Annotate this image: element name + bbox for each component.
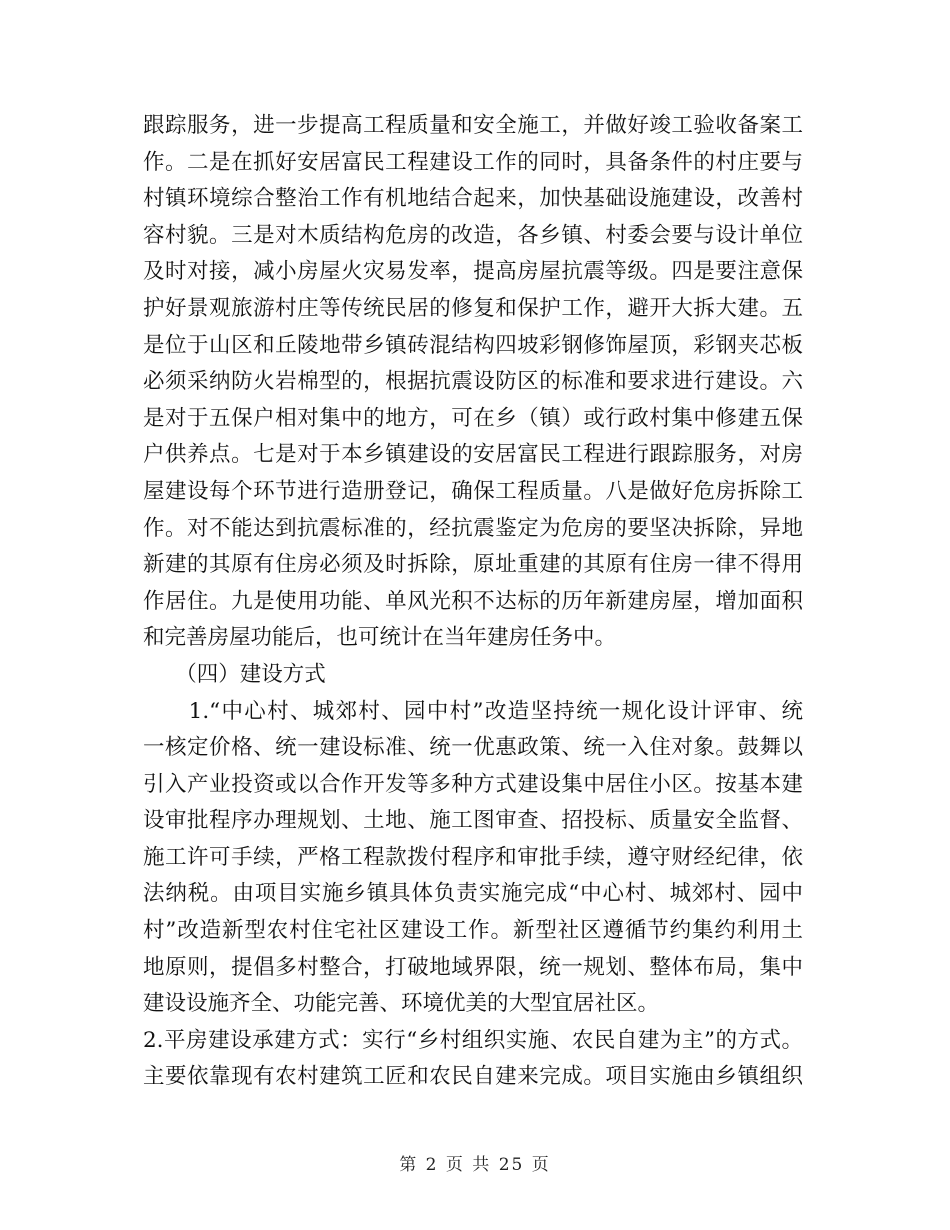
text-line: 施工许可手续，严格工程款拨付程序和审批手续，遵守财经纪律，依 [143,844,803,870]
page-number-footer: 第 2 页 共 25 页 [399,1155,551,1175]
text-line: 村”改造新型农村住宅社区建设工作。新型社区遵循节约集约利用土 [143,918,803,944]
text-line: 护好景观旅游村庄等传统民居的修复和保护工作，避开大拆大建。五 [143,295,803,321]
text-line: 一核定价格、统一建设标准、统一优惠政策、统一入住对象。鼓舞以 [143,735,803,761]
text-line: 建设设施齐全、功能完善、环境优美的大型宜居社区。 [143,991,660,1017]
text-line: 法纳税。由项目实施乡镇具体负责实施完成“中心村、城郊村、园中 [143,881,803,907]
text-line: 屋建设每个环节进行造册登记，确保工程质量。八是做好危房拆除工 [143,478,803,504]
text-line: 引入产业投资或以合作开发等多种方式建设集中居住小区。按基本建 [143,771,803,797]
text-line: 设审批程序办理规划、土地、施工图审查、招投标、质量安全监督、 [143,808,803,834]
section-heading: （四）建设方式 [143,661,326,687]
text-line: 跟踪服务，进一步提高工程质量和安全施工，并做好竣工验收备案工 [143,113,803,138]
text-line: 必须采纳防火岩棉型的，根据抗震设防区的标准和要求进行建设。六 [143,369,803,395]
text-line: 容村貌。三是对木质结构危房的改造，各乡镇、村委会要与设计单位 [143,222,803,248]
text-line: 主要依靠现有农村建筑工匠和农民自建来完成。项目实施由乡镇组织 [143,1064,803,1090]
text-line: 作。对不能达到抗震标准的，经抗震鉴定为危房的要坚决拆除，异地 [143,515,803,541]
text-line: 是位于山区和丘陵地带乡镇砖混结构四坡彩钢修饰屋顶，彩钢夹芯板 [143,332,803,358]
document-body [143,108,803,1096]
text-line: 村镇环境综合整治工作有机地结合起来，加快基础设施建设，改善村 [143,186,803,212]
text-line: 及时对接，减小房屋火灾易发率，提高房屋抗震等级。四是要注意保 [143,259,803,285]
text-line: 和完善房屋功能后，也可统计在当年建房任务中。 [143,625,617,651]
text-line: 1.“中心村、城郊村、园中村”改造坚持统一规化设计评审、统 [143,698,803,724]
text-line: 作。二是在抓好安居富民工程建设工作的同时，具备条件的村庄要与 [143,149,803,175]
text-line: 户供养点。七是对于本乡镇建设的安居富民工程进行跟踪服务，对房 [143,442,803,468]
text-line: 作居住。九是使用功能、单风光积不达标的历年新建房屋，增加面积 [143,588,803,614]
text-line: 新建的其原有住房必须及时拆除，原址重建的其原有住房一律不得用 [143,552,803,578]
text-line: 是对于五保户相对集中的地方，可在乡（镇）或行政村集中修建五保 [143,405,803,431]
text-line: 地原则，提倡多村整合，打破地域界限，统一规划、整体布局，集中 [143,954,803,980]
text-line: 2.平房建设承建方式：实行“乡村组织实施、农民自建为主”的方式。 [143,1027,803,1053]
